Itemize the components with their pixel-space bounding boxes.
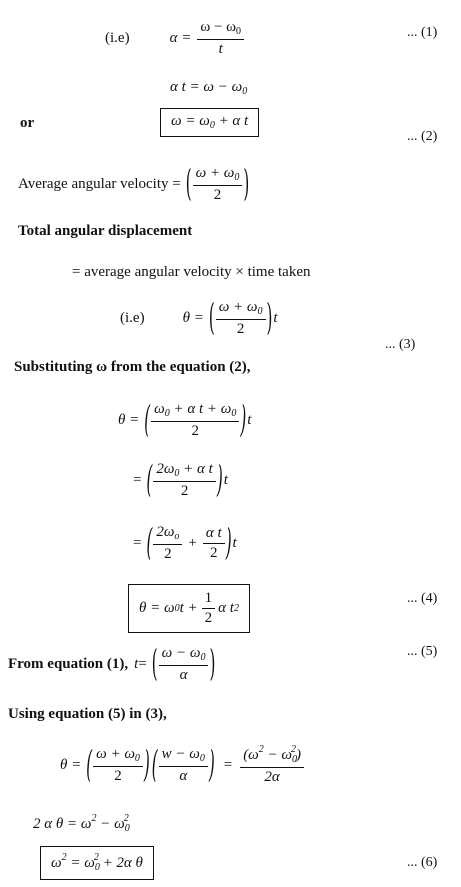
eq4-half-den: 2: [204, 610, 213, 626]
step2-line: [133, 457, 228, 501]
eq5-num: ω − ω: [161, 645, 201, 661]
eq2-number: ... (2): [407, 129, 438, 144]
eqdef-text: = average angular velocity × time taken: [72, 264, 311, 280]
avg-sub: 0: [234, 172, 240, 183]
eq4-sup: 2: [233, 602, 239, 614]
eq5-line: [8, 641, 216, 685]
eq4-rhs: α t: [218, 600, 234, 616]
eq1b-line: [170, 80, 247, 97]
avg-fraction: [193, 166, 243, 203]
step1-den: 2: [191, 423, 199, 439]
eq6b-sub: 0: [124, 823, 130, 834]
eq6a-eq: =: [223, 756, 233, 773]
step3-plus: +: [188, 535, 197, 551]
eq5-den: α: [179, 667, 188, 683]
eq5-sub: 0: [200, 652, 206, 663]
eq2-box: [160, 108, 259, 137]
eq1-line: [105, 20, 244, 57]
eq6-sub: 0: [94, 862, 100, 873]
step3-sub: o: [174, 531, 180, 542]
eq6a-lhs: θ =: [60, 756, 82, 773]
step1-lhs: θ =: [118, 412, 140, 428]
using-text: Using equation (5) in (3),: [8, 706, 167, 722]
left-paren: (: [185, 161, 192, 205]
step3-n1: 2ω: [156, 524, 175, 540]
eq6-sup2: 2: [93, 852, 99, 863]
eq5-eq: =: [138, 656, 147, 672]
avg-label: Average angular velocity =: [18, 176, 181, 192]
step1-num-a: ω: [154, 401, 165, 417]
eq1-fraction: [197, 20, 244, 57]
ie-label: (i.e): [105, 30, 130, 46]
step2-den: 2: [180, 483, 189, 499]
step3-lhs: =: [133, 535, 142, 551]
step3-d1: 2: [164, 546, 172, 562]
eq1b-sub: 0: [242, 86, 248, 97]
left-paren: (: [208, 295, 215, 339]
eq6a-fraction-2: [159, 747, 208, 784]
eq3-ie: (i.e): [120, 310, 145, 326]
eq6a-f3-a: (ω: [243, 747, 259, 763]
eq4-mid: t +: [179, 600, 198, 616]
eq1b-text: α t = ω − ω: [170, 79, 243, 95]
eq4-lhs: θ = ω: [139, 600, 175, 616]
left-paren: (: [146, 520, 153, 564]
eq5-fraction: [159, 646, 209, 683]
eq2-rhs: + α t: [214, 113, 249, 129]
step2-fraction: [153, 462, 216, 499]
eq6-c: + 2α θ: [98, 855, 143, 871]
eq6-sup: 2: [61, 852, 67, 863]
eq6a-f3-b: − ω: [263, 747, 292, 763]
eq6a-f3-sup: 2: [258, 744, 264, 755]
eq3-num: ω + ω: [218, 299, 258, 315]
eq5-label: From equation (1),: [8, 656, 129, 672]
eq1-lhs: α =: [169, 30, 192, 46]
eq1-number: ... (1): [407, 25, 438, 40]
avg-line: [18, 161, 250, 205]
eq3-lhs: θ =: [182, 310, 204, 326]
step3-fraction-b: [203, 526, 225, 561]
eq6a-f3-c: ): [296, 747, 301, 763]
step3-n2: α t: [205, 525, 222, 541]
eq6-number: ... (6): [407, 855, 438, 870]
eq3-number: ... (3): [385, 337, 416, 352]
step1-sub-b: 0: [231, 408, 237, 419]
eq1-num: ω − ω: [200, 19, 237, 35]
eq3-sub: 0: [257, 306, 263, 317]
eq6a-f2-den: α: [179, 767, 188, 784]
step3-fraction-a: [153, 525, 182, 562]
eq6b-b: − ω: [96, 816, 125, 832]
eq6-b: = ω: [66, 855, 95, 871]
left-paren: (: [146, 457, 153, 501]
eq4-half: [202, 591, 216, 626]
eq6-a: ω: [51, 855, 62, 871]
left-paren: (: [144, 397, 151, 441]
step3-d2: 2: [210, 545, 218, 561]
eq6a-f3-den: 2α: [264, 769, 280, 785]
step1-num-b: + α t + ω: [169, 401, 232, 417]
eq2-sub: 0: [209, 120, 215, 131]
total-label: Total angular displacement: [18, 223, 193, 239]
eq6a-f2-sub: 0: [199, 752, 205, 764]
eq6b-sup: 2: [91, 813, 97, 824]
step3-line: [133, 520, 237, 564]
eq5-t: t: [134, 656, 139, 672]
step2-lhs: =: [133, 472, 142, 488]
eq3-line: [120, 295, 278, 339]
eq4-number: ... (4): [407, 591, 438, 606]
eq5-number: ... (5): [407, 644, 438, 659]
eq1-den: t: [218, 41, 223, 57]
eq3-tail: t: [273, 310, 278, 326]
eq3-den: 2: [236, 321, 245, 337]
right-paren: ): [240, 397, 247, 441]
eq4-sub: 0: [174, 602, 180, 614]
eq4-box: [128, 584, 250, 633]
step2-sub: 0: [174, 468, 180, 479]
step1-sub: 0: [164, 408, 170, 419]
right-paren: ): [143, 742, 150, 786]
eq6b-line: [33, 814, 129, 834]
eq6b-a: 2 α θ = ω: [33, 816, 92, 832]
left-paren: (: [151, 641, 158, 685]
step2-num: 2ω: [156, 461, 175, 477]
eq6a-fraction-1: [93, 747, 143, 784]
eq6a-fraction-3: [240, 745, 304, 785]
right-paren: ): [266, 295, 273, 339]
step1-fraction: [151, 402, 239, 439]
eq6b-sup2: 2: [123, 813, 129, 824]
eq6a-f3-sub: 0: [292, 754, 297, 765]
step1-tail: t: [247, 412, 252, 428]
subst-text: Substituting ω from the equation (2),: [14, 359, 251, 375]
eq4-half-num: 1: [204, 590, 213, 606]
eq6a-f2-num: w − ω: [161, 745, 200, 762]
eq6a-line: [60, 742, 304, 786]
right-paren: ): [208, 742, 215, 786]
eq6-box: [40, 846, 154, 880]
left-paren: (: [86, 742, 93, 786]
eq1-sub: 0: [236, 26, 242, 37]
avg-den: 2: [213, 187, 222, 203]
step2-tail: t: [223, 472, 228, 488]
eq2-lhs: ω = ω: [171, 113, 210, 129]
eq6a-f1-num: ω + ω: [96, 745, 135, 762]
eq6a-f1-sub: 0: [134, 752, 140, 764]
left-paren: (: [151, 742, 158, 786]
right-paren: ): [243, 161, 250, 205]
right-paren: ): [225, 520, 232, 564]
avg-num: ω + ω: [195, 165, 235, 181]
right-paren: ): [209, 641, 216, 685]
eq3-fraction: [216, 300, 266, 337]
step3-tail: t: [232, 535, 237, 551]
right-paren: ): [216, 457, 223, 501]
or-label: or: [20, 115, 35, 131]
step2-num-b: + α t: [179, 461, 213, 477]
step1-line: [118, 397, 252, 441]
eq6a-f3-sup2: 2: [291, 744, 296, 755]
eq6a-f1-den: 2: [114, 767, 122, 784]
